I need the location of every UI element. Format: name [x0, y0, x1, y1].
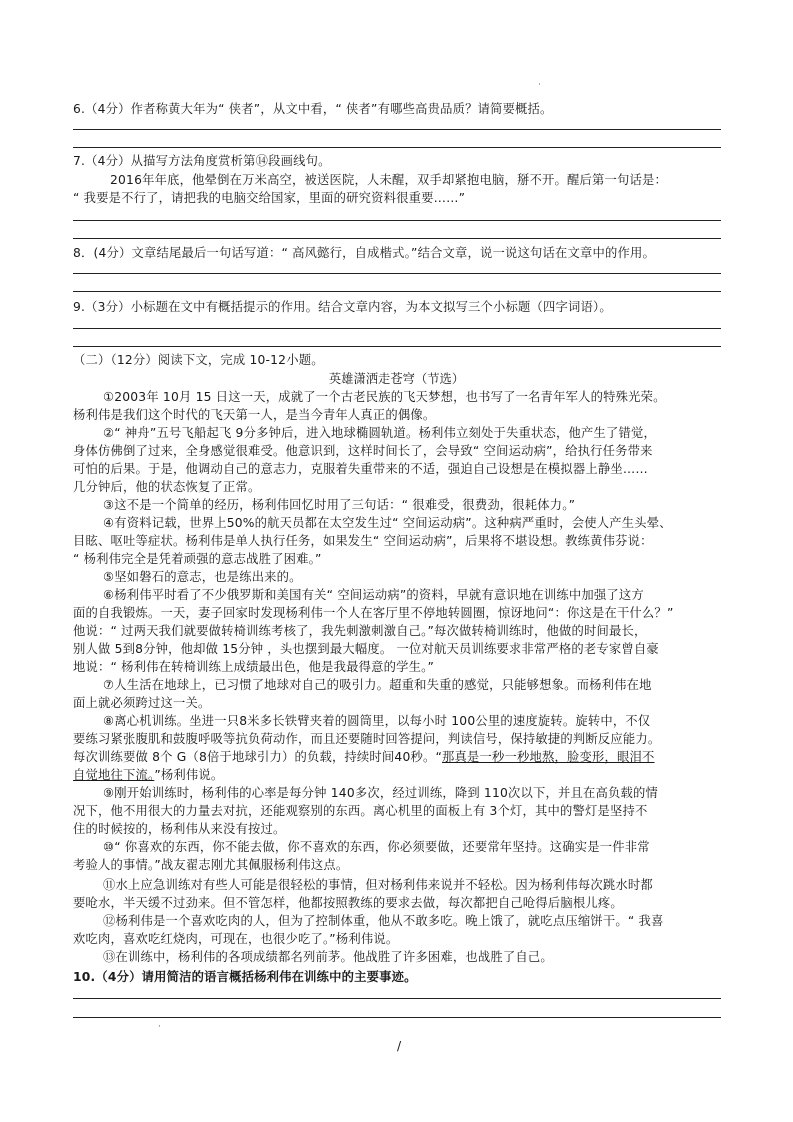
passage-title: 英雄潇洒走苍穹（节选） [328, 372, 465, 386]
paragraph-7: ⑦人生活在地球上，已习惯了地球对自己的吸引力。超重和失重的感觉，只能够想象。而杨利伟在地 [103, 678, 652, 692]
paragraph-6: 别人做 5到8分钟，他却做 15分钟 ，头也摆到最大幅度。 一位对航天员训练要求非常严格的老专家曾自豪 [73, 642, 659, 656]
paragraph-2: 可怕的后果。于是，他调动自己的意志力，克服着失重带来的不适，强迫自己设想是在模拟器上静坐…… [73, 462, 648, 476]
paragraph-8 [73, 767, 223, 783]
paragraph-3: ③这不是一个简单的经历，杨利伟回忆时用了三句话：“ 很难受，很费劲，很耗体力。” [103, 498, 576, 512]
paragraph-6 [73, 605, 674, 621]
question-10: 10.（4分）请用简洁的语言概括杨利伟在训练中的主要事迹。 [73, 970, 417, 984]
paragraph-7: 面上就必须跨过这一关。 [73, 696, 211, 710]
paragraph-8: ⑧离心机训练。坐进一只8米多长铁臂夹着的圆筒里，以每小时 100公里的速度旋转。旋转中，不仅 [103, 714, 651, 728]
paragraph-4: 目眩、呕吐等症状。杨利伟是单人执行任务，如果发生“ 空间运动病”，后果将不堪设想。教练黄伟芬说： [73, 534, 653, 548]
paragraph-1: ①2003年 10月 15 日这一天，成就了一个古老民族的飞天梦想，也书写了一名青年军人的特殊光荣。 [103, 390, 666, 404]
underlined-sentence: 那真是一秒一秒地熬，脸变形，眼泪不 [442, 750, 655, 764]
answer-line [73, 291, 721, 292]
paragraph-9: 况下，他不用很大的力量去对抗，还能观察别的东西。离心机里的面板上有 3个灯，其中的警灯是坚持不 [73, 804, 648, 818]
question-7-quote: 2016年年底，他晕倒在万米高空，被送医院，人未醒，双手却紧抱电脑，掰不开。醒后第一句话是： [110, 173, 667, 187]
answer-line [73, 1017, 721, 1018]
answer-line [73, 238, 721, 239]
answer-line [73, 328, 721, 329]
paragraph-1: 杨利伟是我们这个时代的飞天第一人，是当今青年人真正的偶像。 [73, 408, 436, 422]
answer-line [73, 998, 721, 999]
question-9: 9.（3分）小标题在文中有概括提示的作用。结合文章内容，为本文拟写三个小标题（四字词语）。 [73, 300, 612, 314]
paragraph-10: ⑩“ 你喜欢的东西，你不能去做，你不喜欢的东西，你必须要做，还要常年坚持。这确实是一件非常 [103, 840, 650, 854]
question-8: 8．(4分）文章结尾最后一句话写道：“ 高风懿行，自成楷式。”结合文章，说一说这句话在文章中的作用。 [73, 246, 656, 260]
scan-speck: · [538, 80, 541, 90]
paragraph-4: ④有资料记载，世界上50%的航天员都在太空发生过“ 空间运动病”。这种病严重时，会使人产生头晕、 [103, 516, 672, 530]
paragraph-6-text: 面的自我锻炼。一天，妻子回家时发现杨利伟一个人在客厅里不停地转圆圈，惊讶地问“：你这是在干什么？ [73, 606, 667, 620]
paragraph-2: 身体仿佛倒了过来，全身感觉很难受。他意识到，这样时间长了，会导致“ 空间运动病”，给执行任务带来 [73, 444, 653, 458]
scan-speck: · [158, 1022, 161, 1032]
answer-line [73, 147, 721, 148]
paragraph-2: ②“ 神舟”五号飞船起飞 9分多钟后，进入地球椭圆轨道。杨利伟立刻处于失重状态，他产生了错觉， [103, 426, 656, 440]
underlined-sentence: 自觉地往下流。 [73, 768, 155, 782]
paragraph-13: ⑬在训练中，杨利伟的各项成绩都名列前茅。他战胜了许多困难，也战胜了自己。 [103, 950, 553, 964]
paragraph-4: “ 杨利伟完全是凭着顽强的意志战胜了困难。” [73, 552, 322, 566]
question-6: 6.（4分）作者称黄大年为“ 侠者”，从文中看，“ 侠者”有哪些高贵品质？请简要概括。 [73, 102, 553, 116]
answer-line [73, 346, 721, 347]
answer-line [73, 220, 721, 221]
paragraph-9: ⑨刚开始训练时，杨利伟的心率是每分钟 140多次，经过训练，降到 110次以下，并且在高负载的情 [103, 786, 658, 800]
answer-line [73, 273, 721, 274]
paragraph-8-text: ”杨利伟说。 [154, 768, 224, 782]
paragraph-12: ⑫杨利伟是一个喜欢吃肉的人，但为了控制体重，他从不敢多吃。晚上饿了，就吃点压缩饼干。“ 我喜 [103, 914, 664, 928]
question-7-quote: “ 我要是不行了，请把我的电脑交给国家，里面的研究资料很重要……” [73, 191, 466, 205]
paragraph-5: ⑤坚如磐石的意志，也是练出来的。 [103, 570, 302, 584]
answer-line [73, 129, 721, 130]
paragraph-10: 考验人的事情。”战友翟志刚尤其佩服杨利伟这点。 [73, 858, 349, 872]
quote-mark: ” [666, 606, 674, 620]
paragraph-6: 地说：“ 杨利伟在转椅训练上成绩最出色，他是我最得意的学生。” [73, 660, 435, 674]
paragraph-6: 他说：“ 过两天我们就要做转椅训练考核了，我先刺激刺激自己。”每次做转椅训练时，他做的时间最长， [73, 624, 647, 638]
paragraph-11: ⑪水上应急训练对有些人可能是很轻松的事情，但对杨利伟来说并不轻松。因为杨利伟每次跳水时都 [103, 878, 653, 892]
paragraph-8-text: 每次训练要做 8个 G（8倍于地球引力）的负载，持续时间40秒。“ [73, 750, 443, 764]
paragraph-9: 住的时候按的，杨利伟从来没有按过。 [73, 822, 286, 836]
section-heading: （二）（12分）阅读下文，完成 10-12小题。 [73, 353, 324, 367]
paragraph-2: 几分钟后，他的状态恢复了正常。 [73, 480, 261, 494]
paragraph-6: ⑥杨利伟平时看了不少俄罗斯和美国有关“ 空间运动病”的资料，早就有意识地在训练中加强了这方 [103, 588, 644, 602]
paragraph-11: 要呛水，半天缓不过劲来。但不管怎样，他都按照教练的要求去做，每次都把自己呛得后脑根儿疼。 [73, 896, 623, 910]
paragraph-8: 要练习紧张腹肌和鼓腹呼吸等抗负荷动作，而且还要随时回答提问，判读信号，保持敏捷的判断反应能力。 [73, 732, 661, 746]
page-mark: / [397, 1039, 402, 1053]
paragraph-12: 欢吃肉，喜欢吃红烧肉，可现在，也很少吃了。”杨利伟说。 [73, 932, 399, 946]
question-7: 7.（4分）从描写方法角度赏析第⑭段画线句。 [73, 154, 331, 168]
paragraph-8 [73, 749, 655, 765]
